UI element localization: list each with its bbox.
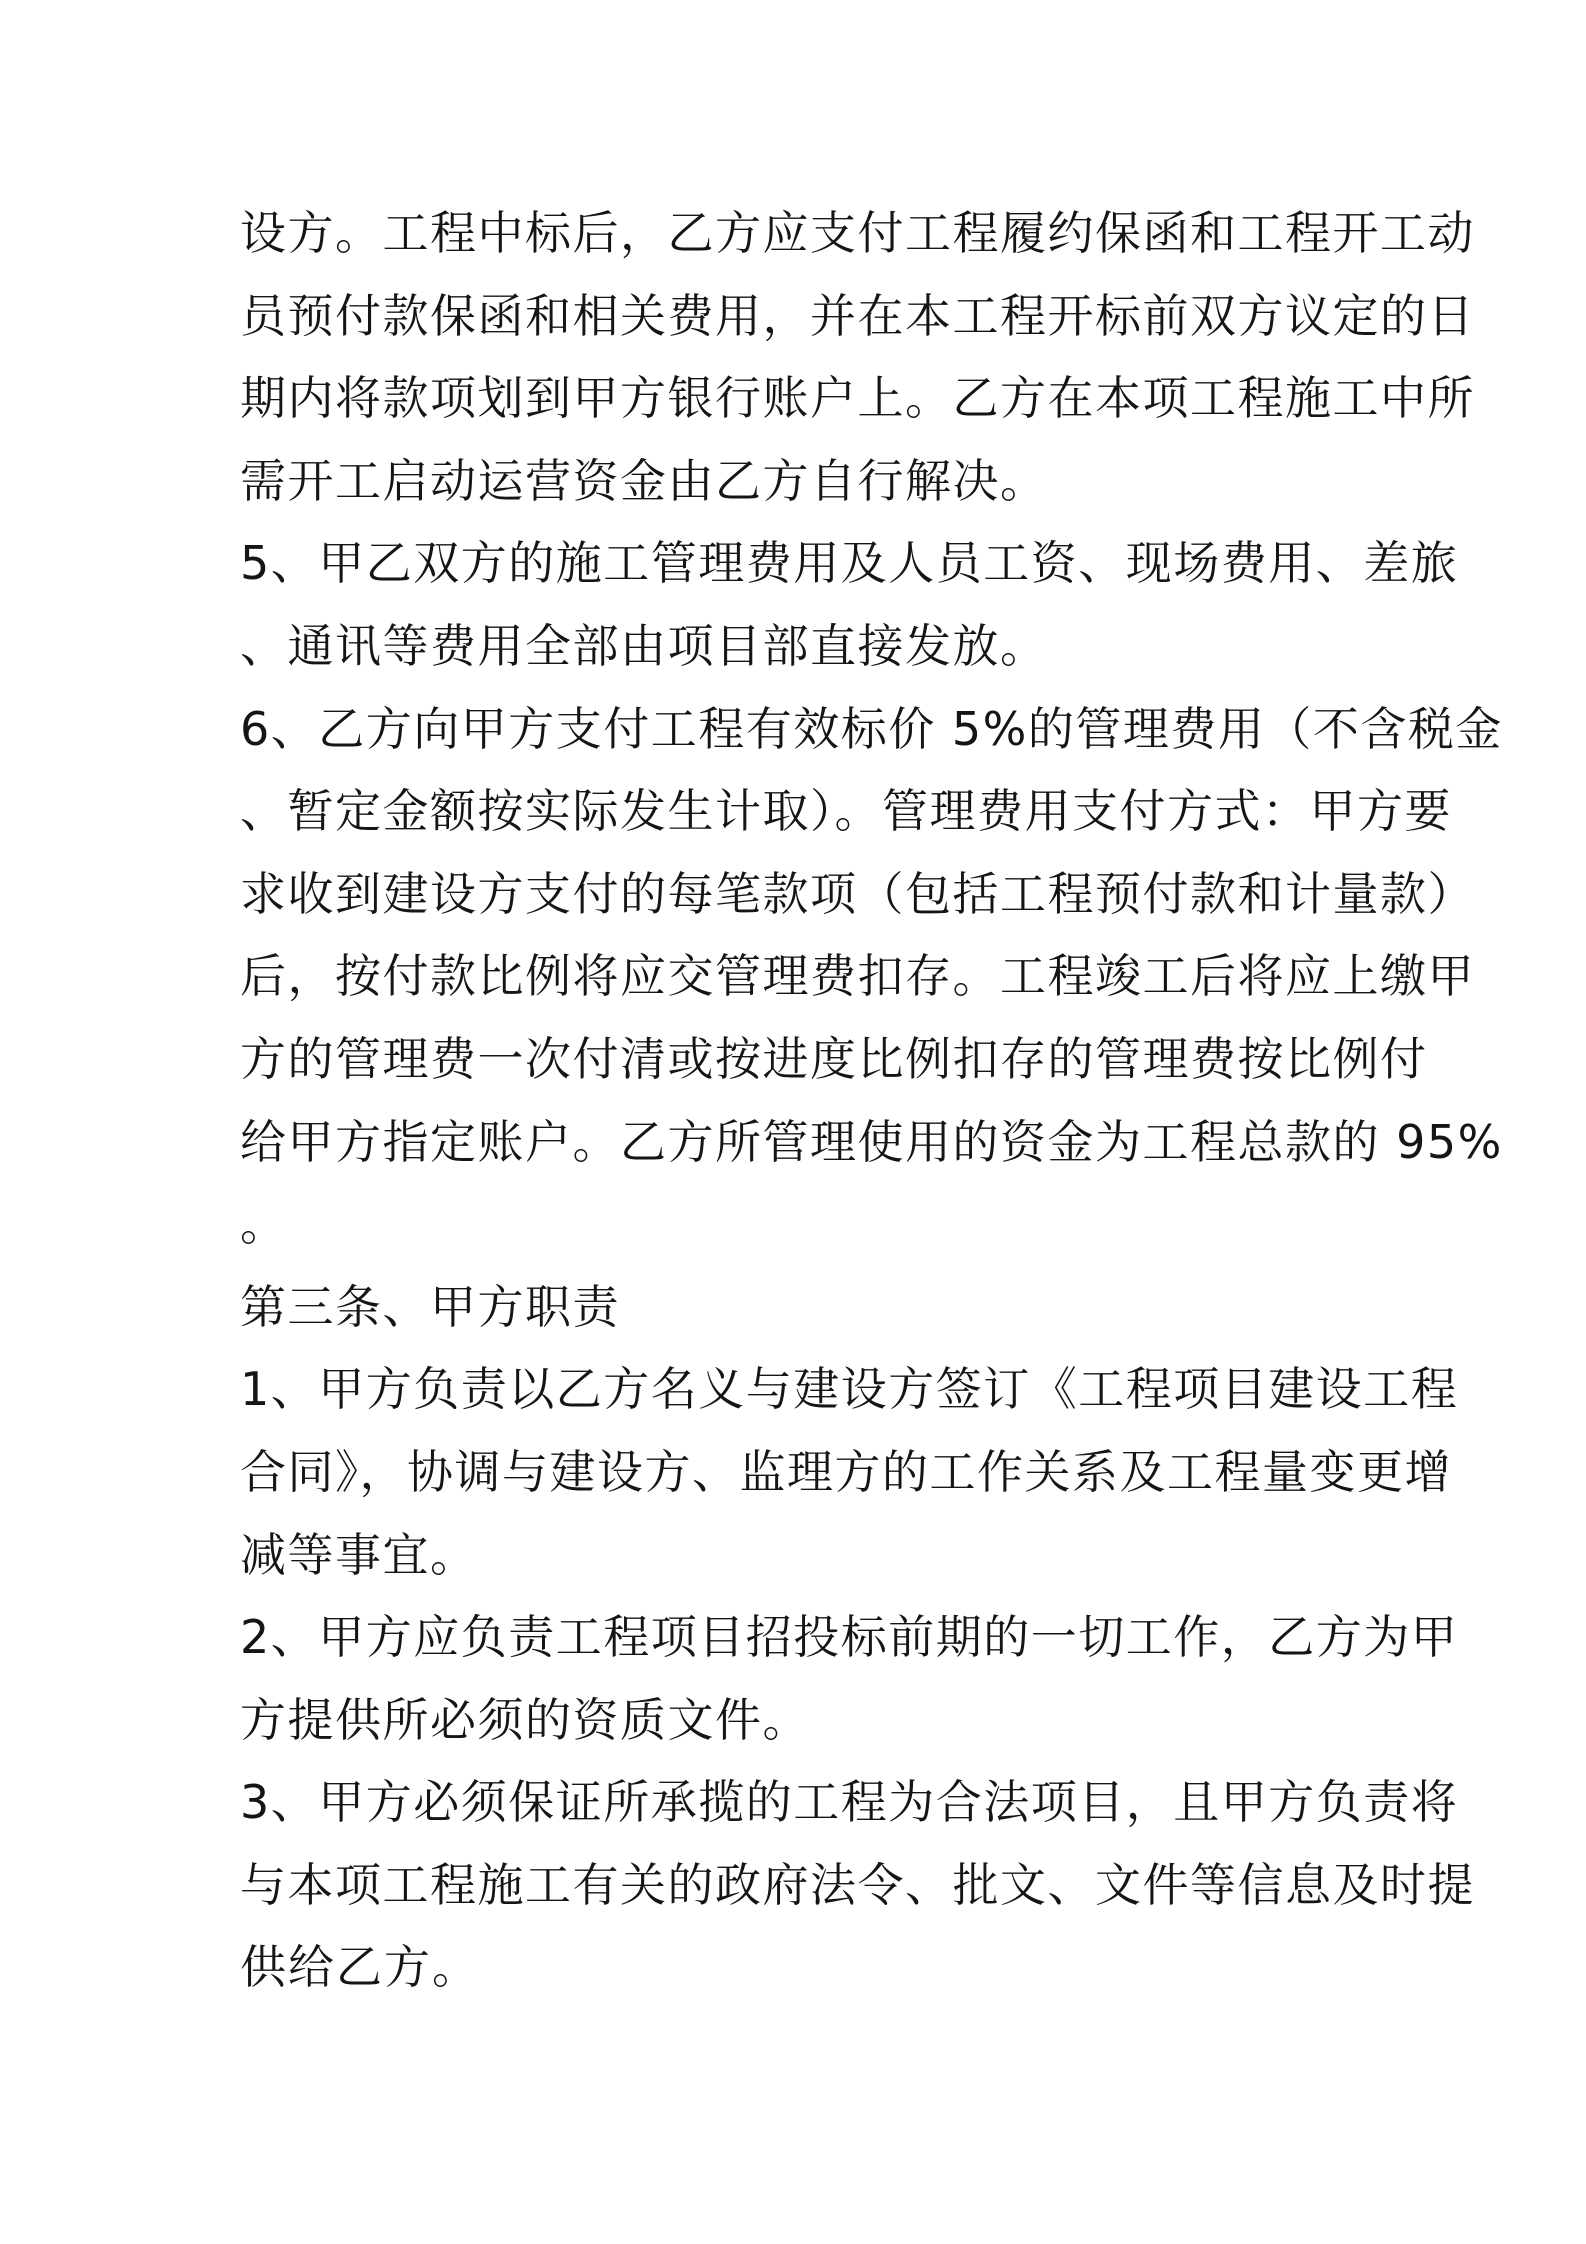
text-line: 6、乙方向甲方支付工程有效标价 5%的管理费用（不含税金 <box>240 701 1503 756</box>
text-line: 求收到建设方支付的每笔款项（包括工程预付款和计量款） <box>240 866 1475 921</box>
text-line: 减等事宜。 <box>240 1527 478 1582</box>
text-line: 员预付款保函和相关费用，并在本工程开标前双方议定的日 <box>240 288 1475 343</box>
text-line: 、暂定金额按实际发生计取）。管理费用支付方式：甲方要 <box>240 784 1452 839</box>
text-line: 。 <box>240 1197 288 1252</box>
text-line: 需开工启动运营资金由乙方自行解决。 <box>240 453 1048 508</box>
text-line: 给甲方指定账户。乙方所管理使用的资金为工程总款的 95% <box>240 1114 1503 1169</box>
text-line: 5、甲乙双方的施工管理费用及人员工资、现场费用、差旅 <box>240 536 1459 591</box>
text-line: 、通讯等费用全部由项目部直接发放。 <box>240 618 1048 673</box>
text-line: 供给乙方。 <box>240 1940 480 1995</box>
text-line: 后，按付款比例将应交管理费扣存。工程竣工后将应上缴甲 <box>240 949 1475 1004</box>
section-heading: 第三条、甲方职责 <box>240 1279 620 1334</box>
text-line: 2、甲方应负责工程项目招投标前期的一切工作，乙方为甲 <box>240 1610 1459 1665</box>
text-line: 设方。工程中标后，乙方应支付工程履约保函和工程开工动 <box>240 206 1475 260</box>
text-line: 合同》，协调与建设方、监理方的工作关系及工程量变更增 <box>240 1444 1452 1499</box>
text-line: 1、甲方负责以乙方名义与建设方签订《工程项目建设工程 <box>240 1362 1459 1417</box>
text-line: 方提供所必须的资质文件。 <box>240 1692 810 1747</box>
text-line: 3、甲方必须保证所承揽的工程为合法项目，且甲方负责将 <box>240 1775 1459 1830</box>
text-line: 方的管理费一次付清或按进度比例扣存的管理费按比例付 <box>240 1031 1428 1086</box>
text-line: 与本项工程施工有关的政府法令、批文、文件等信息及时提 <box>240 1857 1475 1912</box>
text-line: 期内将款项划到甲方银行账户上。乙方在本项工程施工中所 <box>240 371 1475 426</box>
document-body <box>240 192 1503 2009</box>
